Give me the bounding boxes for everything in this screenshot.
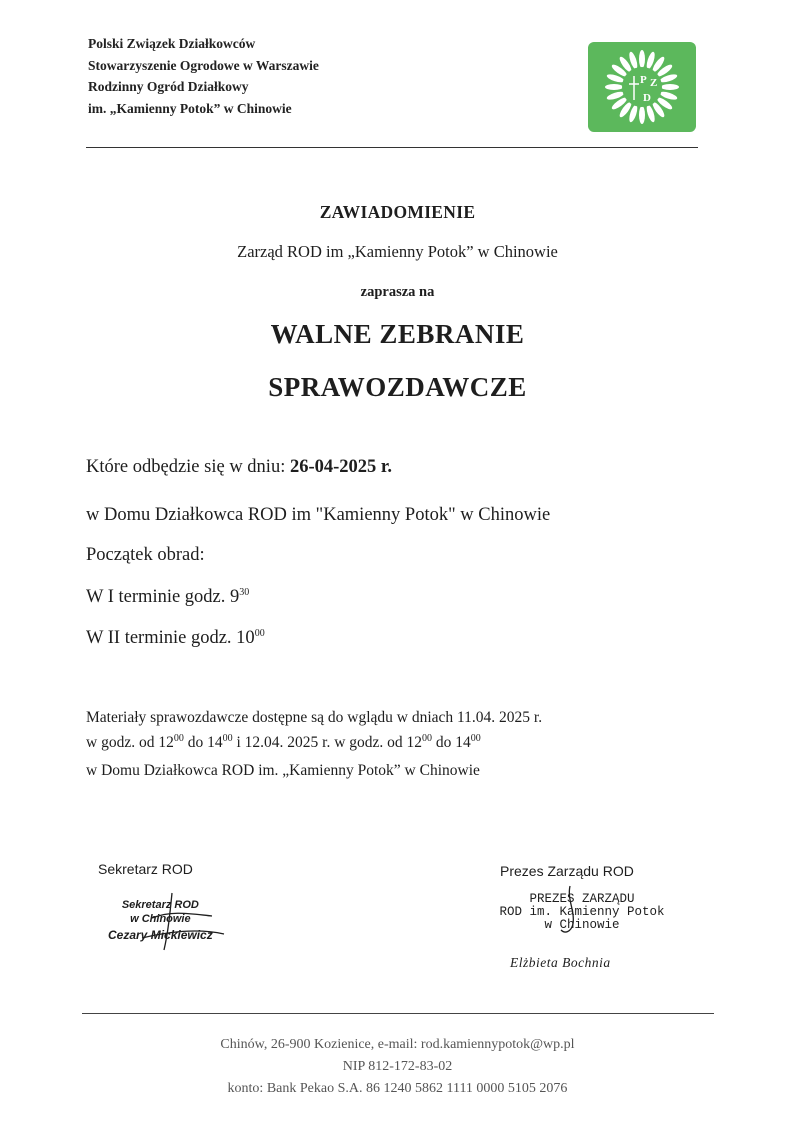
footer-address: Chinów, 26-900 Kozienice, e-mail: rod.kamiennypotok@wp.pl: [220, 1037, 575, 1052]
secretary-signature: [112, 888, 232, 958]
second-term-minutes: 00: [254, 627, 265, 639]
notice-title: ZAWIADOMIENIE: [319, 202, 476, 222]
organization-header: [88, 33, 319, 119]
org-association: Stowarzyszenie Ogrodowe w Warszawie: [88, 57, 319, 73]
materials-sup-b: 00: [222, 732, 233, 744]
meeting-date-line: [86, 457, 392, 478]
materials-line-1: Materiały sprawozdawcze dostępne są do wglądu w dniach 11.04. 2025 r.: [86, 709, 543, 726]
second-term: [86, 628, 265, 649]
president-stamp-title: PREZES ZARZĄDU: [529, 892, 635, 906]
footer-bank-account: konto: Bank Pekao S.A. 86 1240 5862 1111 0000 5105 2076: [227, 1081, 568, 1096]
first-term-text: W I terminie godz. 9: [86, 587, 240, 607]
materials-line-2: [86, 734, 481, 752]
president-stamp-org: ROD im. Kamienny Potok: [499, 905, 665, 919]
logo-letter-z: Z: [650, 77, 658, 89]
invites-label: zaprasza na: [360, 284, 435, 300]
president-stamp-place: w Chinowie: [544, 918, 620, 932]
meeting-title-line-2: SPRAWOZDAWCZE: [268, 372, 527, 402]
secretary-stamp-place: w Chinowie: [130, 913, 191, 925]
second-term-text: W II terminie godz. 10: [86, 628, 255, 648]
logo-petal: [639, 50, 645, 68]
first-term-minutes: 30: [239, 586, 250, 598]
footer-divider: [82, 1013, 714, 1014]
header-divider: [86, 147, 698, 148]
materials-line-3: w Domu Działkowca ROD im. „Kamienny Potok” w Chinowie: [86, 762, 480, 779]
pzd-logo: [588, 42, 696, 132]
date-prefix: Które odbędzie się w dniu:: [86, 457, 290, 477]
logo-petal: [661, 84, 679, 90]
footer-nip: NIP 812-172-83-02: [342, 1059, 453, 1074]
board-invitation: Zarząd ROD im „Kamienny Potok” w Chinowie: [237, 242, 558, 261]
first-term: [86, 587, 249, 608]
president-signature: [545, 880, 605, 940]
meeting-place: w Domu Działkowca ROD im "Kamienny Potok" w Chinowie: [86, 505, 551, 525]
meeting-date: 26-04-2025 r.: [289, 457, 393, 477]
org-garden: Rodzinny Ogród Działkowy: [88, 79, 249, 94]
secretary-stamp-title: Sekretarz ROD: [121, 899, 199, 911]
materials-sup-d: 00: [470, 732, 481, 744]
president-name: Elżbieta Bochnia: [510, 955, 611, 970]
president-label: Prezes Zarządu ROD: [500, 863, 634, 879]
logo-letter-p: P: [640, 74, 647, 86]
materials-sup-c: 00: [422, 732, 433, 744]
org-garden-name: im. „Kamienny Potok” w Chinowie: [88, 100, 292, 116]
logo-letter-d: D: [643, 92, 651, 104]
logo-petal: [605, 84, 623, 90]
materials-sup-a: 00: [173, 732, 184, 744]
meeting-title-line-1: WALNE ZEBRANIE: [270, 319, 525, 349]
secretary-stamp-name: Cezary Mickiewicz: [108, 928, 213, 942]
materials-hours-d: do 14: [432, 734, 471, 751]
secretary-label: Sekretarz ROD: [98, 861, 193, 877]
materials-hours-c: i 12.04. 2025 r. w godz. od 12: [232, 734, 423, 751]
logo-petal: [639, 106, 645, 124]
materials-hours-b: do 14: [183, 734, 223, 751]
materials-hours-a: w godz. od 12: [86, 734, 174, 751]
org-name: Polski Związek Działkowców: [88, 36, 256, 51]
start-label: Początek obrad:: [86, 545, 205, 565]
